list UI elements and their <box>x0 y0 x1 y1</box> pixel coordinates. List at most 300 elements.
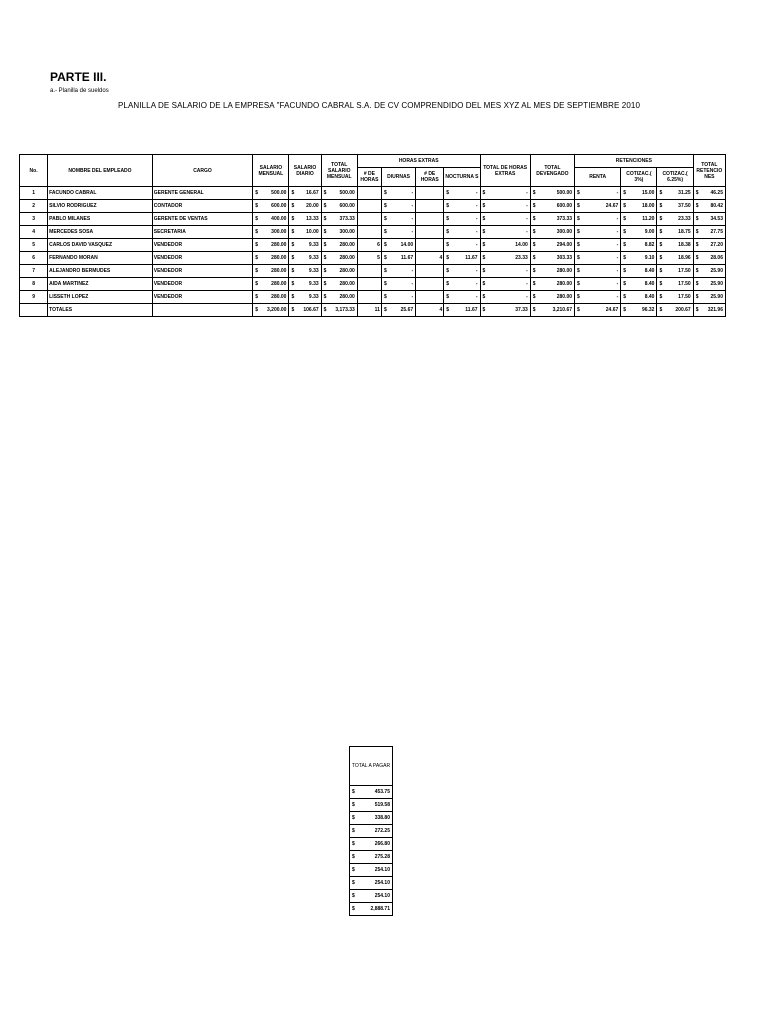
money-cell <box>254 190 287 196</box>
total-cotiz-isss <box>621 304 657 317</box>
amount: 28.06 <box>710 255 723 261</box>
amount: 11.67 <box>465 307 478 313</box>
currency-symbol: $ <box>695 294 699 300</box>
amount: 600.00 <box>271 203 287 209</box>
amount: - <box>475 229 478 235</box>
amount: 600.00 <box>556 203 573 209</box>
row-diurnas <box>381 187 415 200</box>
row-nombre: ALEJANDRO BERMUDES <box>48 265 153 278</box>
table-row <box>20 239 726 252</box>
amount: 272.25 <box>374 828 390 834</box>
money-cell <box>658 255 691 261</box>
page-title: PARTE III. <box>50 70 107 84</box>
payroll-table <box>19 154 726 317</box>
amount: 280.00 <box>271 281 287 287</box>
row-cotiz-isss <box>621 278 657 291</box>
amount: 11.67 <box>465 255 478 261</box>
pay-total <box>350 903 393 916</box>
amount: 280.00 <box>271 294 287 300</box>
row-total-retencion <box>693 226 725 239</box>
currency-symbol: $ <box>352 880 355 886</box>
currency-symbol: $ <box>383 229 387 235</box>
currency-symbol: $ <box>659 229 663 235</box>
money-cell <box>445 294 478 300</box>
currency-symbol: $ <box>532 268 536 274</box>
amount: 280.00 <box>271 255 287 261</box>
row-total-retencion <box>693 239 725 252</box>
row-total-horas-extras <box>480 200 530 213</box>
currency-symbol: $ <box>695 281 699 287</box>
amount: 8.82 <box>644 242 655 248</box>
money-cell <box>622 294 655 300</box>
total-total-salario <box>321 304 357 317</box>
row-cotiz-isss <box>621 200 657 213</box>
table-row <box>20 200 726 213</box>
currency-symbol: $ <box>659 255 663 261</box>
money-cell <box>383 203 414 209</box>
money-cell <box>445 307 478 313</box>
row-total-horas-extras <box>480 265 530 278</box>
currency-symbol: $ <box>291 307 295 313</box>
total-devengado <box>530 304 574 317</box>
row-total-horas-extras <box>480 187 530 200</box>
col-total-retencion-header: TOTAL RETENCIO NES <box>693 155 725 187</box>
row-cotiz-afp <box>657 213 693 226</box>
amount: 280.00 <box>271 242 287 248</box>
pay-value <box>350 864 393 877</box>
amount: 24.67 <box>605 203 619 209</box>
money-cell <box>482 190 529 196</box>
row-cotiz-afp <box>657 239 693 252</box>
currency-symbol: $ <box>659 307 663 313</box>
pay-value <box>350 877 393 890</box>
money-cell <box>576 255 619 261</box>
currency-symbol: $ <box>695 307 699 313</box>
total-retencion <box>693 304 725 317</box>
row-total-retencion <box>693 200 725 213</box>
row-salario-mensual <box>253 187 289 200</box>
money-cell <box>622 229 655 235</box>
total-diurnas <box>381 304 415 317</box>
money-cell <box>482 268 529 274</box>
currency-symbol: $ <box>323 307 327 313</box>
currency-symbol: $ <box>255 268 259 274</box>
currency-symbol: $ <box>446 268 450 274</box>
money-cell <box>290 281 319 287</box>
row-cargo: GERENTE GENERAL <box>152 187 253 200</box>
row-no: 7 <box>20 265 48 278</box>
row-cotiz-afp <box>657 187 693 200</box>
row-salario-mensual <box>253 226 289 239</box>
money-cell <box>254 307 287 313</box>
row-total-salario <box>321 265 357 278</box>
currency-symbol: $ <box>659 216 663 222</box>
row-renta <box>575 239 621 252</box>
currency-symbol: $ <box>352 906 355 912</box>
row-diurnas <box>381 291 415 304</box>
currency-symbol: $ <box>323 268 327 274</box>
amount: 500.00 <box>339 190 355 196</box>
currency-symbol: $ <box>255 281 259 287</box>
row-total-retencion <box>693 265 725 278</box>
payroll-body <box>20 187 726 317</box>
row-cotiz-isss <box>621 252 657 265</box>
row-total-devengado <box>530 291 574 304</box>
row-cargo: GERENTE DE VENTAS <box>152 213 253 226</box>
amount: 3,210.67 <box>552 307 573 313</box>
amount: - <box>616 255 619 261</box>
currency-symbol: $ <box>695 216 699 222</box>
currency-symbol: $ <box>446 255 450 261</box>
amount: 373.33 <box>556 216 573 222</box>
money-cell <box>532 229 573 235</box>
amount: 27.20 <box>710 242 723 248</box>
amount: 34.53 <box>710 216 723 222</box>
row-horas-diurnas: 6 <box>357 239 381 252</box>
amount: 17.50 <box>678 294 691 300</box>
currency-symbol: $ <box>532 203 536 209</box>
money-cell <box>323 242 356 248</box>
money-cell <box>351 802 391 808</box>
row-total-salario <box>321 239 357 252</box>
amount: 14.00 <box>400 242 414 248</box>
currency-symbol: $ <box>659 294 663 300</box>
total-a-pagar-header: TOTAL A PAGAR <box>350 747 393 786</box>
row-horas-nocturnas <box>416 278 444 291</box>
money-cell <box>323 216 356 222</box>
col-diurnas-header: DIURNAS <box>381 168 415 187</box>
currency-symbol: $ <box>482 268 486 274</box>
currency-symbol: $ <box>291 294 295 300</box>
col-nombre-header: NOMBRE DEL EMPLEADO <box>48 155 153 187</box>
row-diurnas <box>381 213 415 226</box>
money-cell <box>532 255 573 261</box>
row-cotiz-isss <box>621 213 657 226</box>
row-horas-nocturnas <box>416 265 444 278</box>
money-cell <box>290 294 319 300</box>
money-cell <box>576 281 619 287</box>
row-nombre: MERCEDES SOSA <box>48 226 153 239</box>
amount: - <box>411 216 414 222</box>
money-cell <box>622 242 655 248</box>
currency-symbol: $ <box>577 255 580 261</box>
total-salario-mensual <box>253 304 289 317</box>
amount: 275.28 <box>374 854 390 860</box>
money-cell <box>383 281 414 287</box>
row-salario-diario <box>289 213 321 226</box>
currency-symbol: $ <box>659 281 663 287</box>
row-total-horas-extras <box>480 239 530 252</box>
row-cotiz-isss <box>621 239 657 252</box>
money-cell <box>482 216 529 222</box>
row-no: 5 <box>20 239 48 252</box>
money-cell <box>351 906 391 912</box>
pay-row <box>350 786 393 799</box>
row-diurnas <box>381 265 415 278</box>
money-cell <box>576 307 619 313</box>
amount: 9.33 <box>308 268 319 274</box>
currency-symbol: $ <box>446 281 450 287</box>
money-cell <box>445 281 478 287</box>
total-a-pagar-table <box>349 746 393 916</box>
currency-symbol: $ <box>446 294 450 300</box>
col-nocturnas-header: NOCTURNA S <box>444 168 480 187</box>
amount: - <box>616 294 619 300</box>
amount: 280.00 <box>339 242 355 248</box>
money-cell <box>290 255 319 261</box>
currency-symbol: $ <box>482 190 486 196</box>
amount: 14.00 <box>515 242 528 248</box>
row-cargo: VENDEDOR <box>152 239 253 252</box>
row-cotiz-afp <box>657 278 693 291</box>
money-cell <box>576 216 619 222</box>
row-total-horas-extras <box>480 252 530 265</box>
amount: - <box>411 190 414 196</box>
amount: 25.90 <box>710 281 723 287</box>
amount: - <box>475 242 478 248</box>
row-no: 6 <box>20 252 48 265</box>
money-cell <box>383 216 414 222</box>
amount: 9.33 <box>308 294 319 300</box>
money-cell <box>290 307 319 313</box>
money-cell <box>383 190 414 196</box>
col-salario-mensual-header: SALARIO MENSUAL <box>253 155 289 187</box>
currency-symbol: $ <box>323 216 327 222</box>
amount: - <box>411 203 414 209</box>
row-salario-mensual <box>253 278 289 291</box>
row-total-devengado <box>530 265 574 278</box>
row-nocturnas <box>444 226 480 239</box>
currency-symbol: $ <box>446 229 450 235</box>
money-cell <box>695 229 724 235</box>
row-salario-diario <box>289 252 321 265</box>
currency-symbol: $ <box>255 307 259 313</box>
col-total-salario-header: TOTAL SALARIO MENSUAL <box>321 155 357 187</box>
pay-value <box>350 812 393 825</box>
money-cell <box>482 255 529 261</box>
money-cell <box>254 242 287 248</box>
money-cell <box>532 203 573 209</box>
amount: 3,200.00 <box>267 307 287 313</box>
currency-symbol: $ <box>577 268 580 274</box>
col-renta-header: RENTA <box>575 168 621 187</box>
amount: 11.67 <box>400 255 414 261</box>
amount: 373.33 <box>339 216 355 222</box>
total-salario-diario <box>289 304 321 317</box>
amount: 294.00 <box>556 242 573 248</box>
money-cell <box>254 255 287 261</box>
row-nombre: FACUNDO CABRAL <box>48 187 153 200</box>
amount: - <box>475 294 478 300</box>
row-horas-nocturnas <box>416 291 444 304</box>
row-salario-mensual <box>253 200 289 213</box>
money-cell <box>383 268 414 274</box>
totals-label: TOTALES <box>48 304 153 317</box>
money-cell <box>254 216 287 222</box>
money-cell <box>383 307 414 313</box>
row-nocturnas <box>444 252 480 265</box>
currency-symbol: $ <box>482 242 486 248</box>
row-diurnas <box>381 252 415 265</box>
money-cell <box>532 281 573 287</box>
row-cotiz-isss <box>621 226 657 239</box>
row-nocturnas <box>444 187 480 200</box>
currency-symbol: $ <box>352 828 355 834</box>
money-cell <box>482 229 529 235</box>
currency-symbol: $ <box>623 216 627 222</box>
amount: 254.10 <box>374 893 390 899</box>
row-renta <box>575 213 621 226</box>
amount: 254.10 <box>374 880 390 886</box>
row-no: 3 <box>20 213 48 226</box>
amount: 9.33 <box>308 255 319 261</box>
money-cell <box>576 203 619 209</box>
amount: 338.80 <box>374 815 390 821</box>
row-total-devengado <box>530 278 574 291</box>
money-cell <box>482 307 529 313</box>
currency-symbol: $ <box>352 841 355 847</box>
col-no-header: No. <box>20 155 48 187</box>
row-cargo: CONTADOR <box>152 200 253 213</box>
money-cell <box>658 242 691 248</box>
row-total-horas-extras <box>480 291 530 304</box>
money-cell <box>323 294 356 300</box>
row-salario-diario <box>289 200 321 213</box>
money-cell <box>351 880 391 886</box>
row-no: 1 <box>20 187 48 200</box>
amount: 8.40 <box>644 268 655 274</box>
amount: - <box>616 216 619 222</box>
currency-symbol: $ <box>323 190 327 196</box>
currency-symbol: $ <box>532 242 536 248</box>
amount: 600.00 <box>339 203 355 209</box>
totals-empty-cell <box>20 304 48 317</box>
money-cell <box>290 242 319 248</box>
currency-symbol: $ <box>291 242 295 248</box>
money-cell <box>532 307 573 313</box>
currency-symbol: $ <box>482 216 486 222</box>
amount: 280.00 <box>339 281 355 287</box>
row-salario-mensual <box>253 239 289 252</box>
currency-symbol: $ <box>623 242 627 248</box>
row-total-horas-extras <box>480 278 530 291</box>
currency-symbol: $ <box>352 802 355 808</box>
row-total-salario <box>321 213 357 226</box>
row-diurnas <box>381 200 415 213</box>
amount: - <box>475 268 478 274</box>
pay-row <box>350 799 393 812</box>
currency-symbol: $ <box>446 216 450 222</box>
row-horas-diurnas <box>357 187 381 200</box>
row-total-retencion <box>693 252 725 265</box>
currency-symbol: $ <box>323 203 327 209</box>
currency-symbol: $ <box>352 867 355 873</box>
amount: 96.32 <box>641 307 655 313</box>
currency-symbol: $ <box>291 281 295 287</box>
currency-symbol: $ <box>255 242 259 248</box>
row-nombre: CARLOS DAVID VASQUEZ <box>48 239 153 252</box>
total-renta <box>575 304 621 317</box>
currency-symbol: $ <box>482 294 486 300</box>
money-cell <box>658 294 691 300</box>
money-cell <box>323 268 356 274</box>
currency-symbol: $ <box>291 190 295 196</box>
currency-symbol: $ <box>323 294 327 300</box>
amount: 37.33 <box>515 307 528 313</box>
table-row <box>20 265 726 278</box>
amount: 280.00 <box>339 294 355 300</box>
amount: 23.33 <box>515 255 528 261</box>
money-cell <box>383 242 414 248</box>
money-cell <box>658 268 691 274</box>
money-cell <box>445 242 478 248</box>
money-cell <box>323 255 356 261</box>
row-nombre: PABLO MILANES <box>48 213 153 226</box>
row-cargo: VENDEDOR <box>152 291 253 304</box>
pay-row <box>350 851 393 864</box>
currency-symbol: $ <box>532 190 536 196</box>
row-nocturnas <box>444 278 480 291</box>
amount: - <box>616 229 619 235</box>
row-cotiz-isss <box>621 291 657 304</box>
table-row <box>20 213 726 226</box>
amount: 25.90 <box>710 268 723 274</box>
money-cell <box>351 841 391 847</box>
currency-symbol: $ <box>695 268 699 274</box>
currency-symbol: $ <box>352 789 355 795</box>
row-horas-diurnas <box>357 200 381 213</box>
money-cell <box>445 229 478 235</box>
row-cotiz-afp <box>657 252 693 265</box>
row-salario-mensual <box>253 213 289 226</box>
money-cell <box>622 281 655 287</box>
row-total-salario <box>321 187 357 200</box>
pay-value <box>350 851 393 864</box>
currency-symbol: $ <box>291 268 295 274</box>
money-cell <box>576 229 619 235</box>
amount: 266.80 <box>374 841 390 847</box>
money-cell <box>323 190 356 196</box>
col-horas-nocturnas-count-header: # DE HORAS <box>416 168 444 187</box>
currency-symbol: $ <box>623 281 627 287</box>
amount: - <box>475 216 478 222</box>
amount: - <box>411 229 414 235</box>
row-nocturnas <box>444 265 480 278</box>
row-total-salario <box>321 278 357 291</box>
currency-symbol: $ <box>383 294 387 300</box>
pay-row <box>350 838 393 851</box>
amount: 200.67 <box>675 307 691 313</box>
currency-symbol: $ <box>577 281 580 287</box>
currency-symbol: $ <box>446 203 450 209</box>
money-cell <box>622 216 655 222</box>
amount: 11.20 <box>642 216 655 222</box>
amount: 8.40 <box>644 281 655 287</box>
row-no: 8 <box>20 278 48 291</box>
amount: - <box>475 281 478 287</box>
row-no: 9 <box>20 291 48 304</box>
amount: - <box>526 229 528 235</box>
amount: - <box>526 281 528 287</box>
currency-symbol: $ <box>695 229 699 235</box>
amount: 500.00 <box>271 190 287 196</box>
row-horas-nocturnas: 4 <box>416 252 444 265</box>
currency-symbol: $ <box>659 242 663 248</box>
row-cargo: VENDEDOR <box>152 265 253 278</box>
currency-symbol: $ <box>532 281 536 287</box>
currency-symbol: $ <box>623 203 627 209</box>
currency-symbol: $ <box>577 307 580 313</box>
